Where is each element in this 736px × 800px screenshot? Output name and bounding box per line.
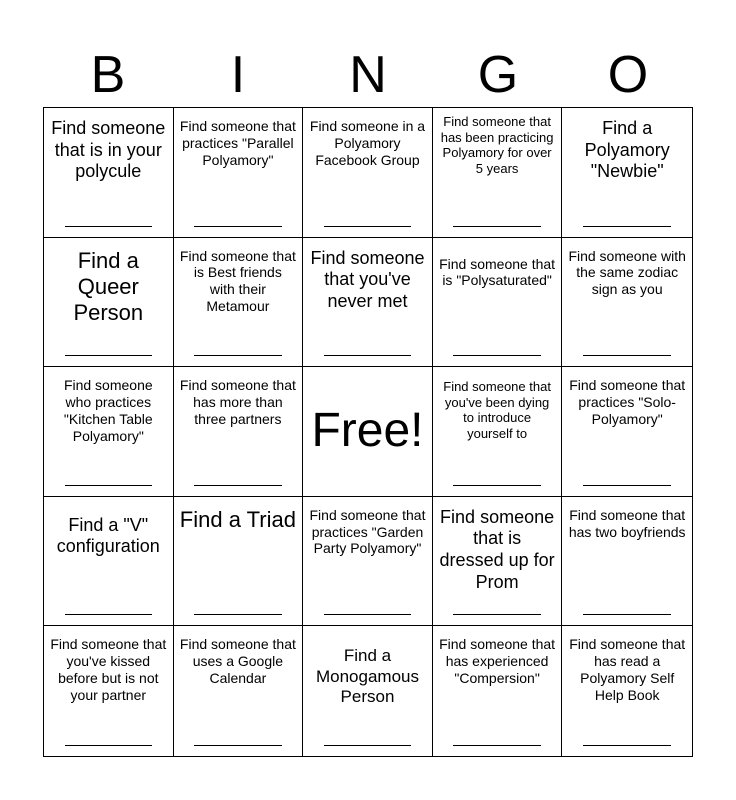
bingo-square[interactable] <box>44 497 174 627</box>
square-text: Find someone that is "Polysaturated" <box>439 255 556 289</box>
square-text: Find a Queer Person <box>73 247 144 326</box>
bingo-square[interactable] <box>433 626 563 756</box>
signature-line <box>453 745 540 746</box>
square-text: Find someone that is in your polycule <box>51 118 166 182</box>
bingo-square[interactable] <box>433 367 563 497</box>
bingo-square[interactable] <box>433 497 563 627</box>
square-text: Find a Monogamous Person <box>315 646 419 707</box>
signature-line <box>324 745 411 746</box>
bingo-square[interactable] <box>44 238 174 368</box>
signature-line <box>194 485 281 486</box>
signature-line <box>583 355 671 356</box>
signature-line <box>324 614 411 615</box>
bingo-square[interactable] <box>44 367 174 497</box>
bingo-square[interactable] <box>174 497 304 627</box>
square-text: Find someone that has more than three partners <box>179 377 296 427</box>
header-letter-b: B <box>90 46 126 104</box>
square-text: Find someone with the same zodiac sign as you <box>568 247 686 298</box>
square-text: Find someone that has been practicing Polyamory for over 5 years <box>440 114 554 176</box>
bingo-square[interactable] <box>44 626 174 756</box>
bingo-square[interactable] <box>303 238 433 368</box>
free-square[interactable] <box>303 367 433 497</box>
square-text: Find someone that you've kissed before but is not your partner <box>50 636 167 703</box>
square-text: Find someone in a Polyamory Facebook Group <box>309 118 426 168</box>
bingo-square[interactable] <box>174 108 304 238</box>
header-letter-i: I <box>230 46 246 104</box>
square-text: Find a Triad <box>179 506 296 532</box>
signature-line <box>194 614 281 615</box>
signature-line <box>453 226 540 227</box>
signature-line <box>583 745 671 746</box>
signature-line <box>453 355 540 356</box>
square-text: Find someone that has read a Polyamory Self Help Book <box>569 636 686 703</box>
square-text: Find a Polyamory "Newbie" <box>584 118 670 182</box>
signature-line <box>324 355 411 356</box>
bingo-square[interactable] <box>174 238 304 368</box>
bingo-square[interactable] <box>562 367 692 497</box>
free-label: Free! <box>311 404 424 458</box>
bingo-square[interactable] <box>562 108 692 238</box>
square-text: Find someone that practices "Solo-Polyamory" <box>569 377 686 427</box>
bingo-square[interactable] <box>433 108 563 238</box>
bingo-square[interactable] <box>303 497 433 627</box>
bingo-square[interactable] <box>174 367 304 497</box>
signature-line <box>65 614 152 615</box>
signature-line <box>583 485 671 486</box>
square-text: Find someone that practices "Garden Party Polyamory" <box>309 506 426 557</box>
bingo-square[interactable] <box>433 238 563 368</box>
bingo-card <box>43 107 693 757</box>
signature-line <box>453 614 540 615</box>
square-text: Find someone that has experienced "Compersion" <box>439 636 556 686</box>
header-letter-n: N <box>349 46 387 104</box>
bingo-header <box>43 42 693 108</box>
header-letter-g: G <box>477 46 519 104</box>
signature-line <box>65 485 152 486</box>
bingo-square[interactable] <box>562 497 692 627</box>
signature-line <box>583 226 671 227</box>
signature-line <box>583 614 671 615</box>
header-letter-o: O <box>607 46 649 104</box>
square-text: Find someone that is Best friends with their Metamour <box>179 247 296 314</box>
square-text: Find someone that is dressed up for Prom <box>439 506 555 592</box>
signature-line <box>453 485 540 486</box>
bingo-square[interactable] <box>562 238 692 368</box>
square-text: Find a "V" configuration <box>56 514 160 557</box>
signature-line <box>194 355 281 356</box>
bingo-square[interactable] <box>303 108 433 238</box>
signature-line <box>65 745 152 746</box>
signature-line <box>194 745 281 746</box>
signature-line <box>324 226 411 227</box>
square-text: Find someone that practices "Parallel Polyamory" <box>179 118 296 168</box>
bingo-square[interactable] <box>174 626 304 756</box>
square-text: Find someone that uses a Google Calendar <box>179 636 296 686</box>
square-text: Find someone that you've never met <box>310 247 425 311</box>
signature-line <box>65 355 152 356</box>
square-text: Find someone that has two boyfriends <box>568 506 686 540</box>
bingo-square[interactable] <box>44 108 174 238</box>
signature-line <box>65 226 152 227</box>
square-text: Find someone who practices "Kitchen Table Polyamory" <box>63 377 153 444</box>
bingo-square[interactable] <box>562 626 692 756</box>
bingo-square[interactable] <box>303 626 433 756</box>
square-text: Find someone that you've been dying to introduce yourself to <box>443 379 551 441</box>
signature-line <box>194 226 281 227</box>
